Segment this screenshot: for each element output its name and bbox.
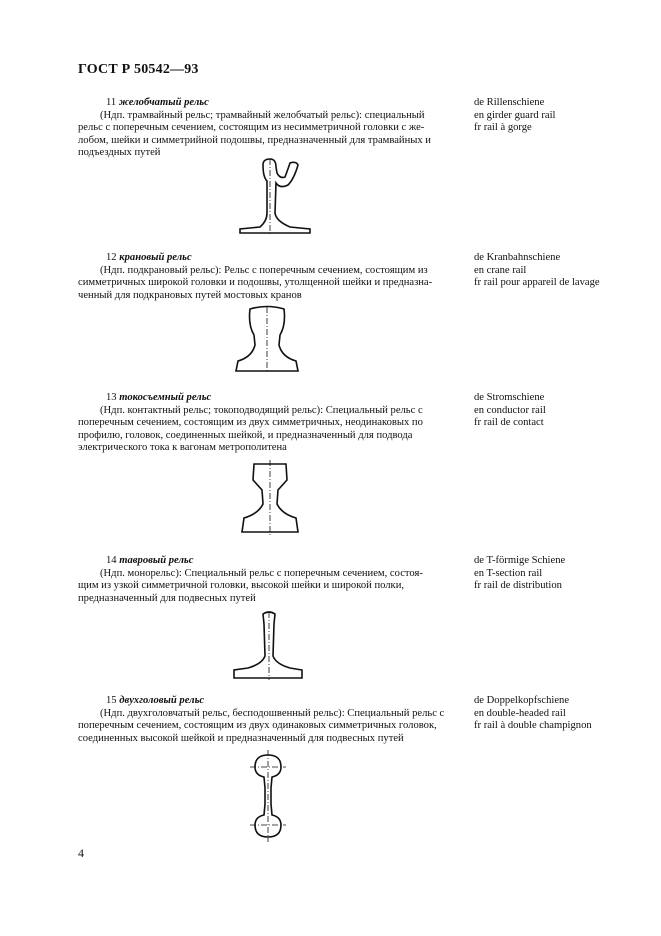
equivalent-fr: fr rail de distribution [474,580,562,592]
term-number: 12 [106,252,117,263]
equivalents-15 [474,695,644,733]
term-line: ченный для подкрановых путей мостовых кранов [78,289,302,301]
term-number: 14 [106,555,117,566]
equivalent-en: en double-headed rail [474,707,566,719]
term-line: (Ндп. трамвайный рельс; трамвайный желобчатый рельс): специальный [100,109,425,121]
equivalents-14 [474,555,644,593]
term-line: поперечным сечением, состоящим из двух симметричных, неодинаковых по [78,417,423,429]
term-entry-12 [78,252,460,302]
equivalent-fr: fr rail pour appareil de lavage [474,277,600,289]
term-line: предназначенный для подвесных путей [78,592,256,604]
equivalents-11 [474,97,644,135]
t-section-rail-profile-figure [230,610,330,682]
term-line: подъездных путей [78,147,161,159]
girder-rail-profile-figure [230,155,340,237]
page-number: 4 [78,846,84,860]
term-title: тавровый рельс [119,555,194,566]
term-line: рельс с поперечным сечением, состоящим из несимметричной головки с же- [78,122,425,134]
term-entry-11 [78,97,460,160]
document-header: ГОСТ Р 50542—93 [78,62,199,77]
term-line: поперечным сечением, состоящим из двух одинаковых симметричных головок, [78,720,437,732]
equivalent-fr: fr rail à gorge [474,122,532,134]
equivalent-fr: fr rail à double champignon [474,720,592,732]
term-line: лобом, шейки и симметрийной подошвы, предназначенный для трамвайных и [78,134,431,146]
equivalents-13 [474,392,644,430]
term-line: электрического тока к вагонам метрополитена [78,442,287,454]
equivalent-de: de Kranbahnschiene [474,252,561,263]
double-headed-rail-profile-figure [240,750,300,842]
equivalent-de: de Doppelkopfschiene [474,695,570,706]
term-title: двухголовый рельс [119,695,205,706]
term-entry-15 [78,695,460,745]
equivalents-12 [474,252,644,290]
term-number: 13 [106,392,117,403]
term-entry-13 [78,392,460,455]
term-line: (Ндп. контактный рельс; токоподводящий рельс): Специальный рельс с [100,404,423,416]
term-entry-14 [78,555,460,605]
term-line: (Ндп. подкрановый рельс): Рельс с поперечным сечением, состоящим из [100,264,428,276]
equivalent-de: de Rillenschiene [474,97,545,108]
term-number: 15 [106,695,117,706]
equivalent-de: de Stromschiene [474,392,545,403]
equivalent-fr: fr rail de contact [474,417,544,429]
term-title: желобчатый рельс [118,97,209,108]
equivalent-en: en crane rail [474,264,527,276]
term-title: крановый рельс [119,252,192,263]
term-line: щим из узкой симметричной головки, высокой шейки и широкой полки, [78,580,405,592]
term-line: (Ндп. двухголовчатый рельс, бесподошвенный рельс): Специальный рельс с [100,707,445,719]
equivalent-en: en T-section rail [474,567,543,579]
term-line: профилю, головок, соединенных шейкой, и предназначенный для подвода [78,429,413,441]
term-line: (Ндп. монорельс): Специальный рельс с поперечным сечением, состоя- [100,567,423,579]
conductor-rail-profile-figure [230,458,310,538]
equivalent-en: en conductor rail [474,404,546,416]
crane-rail-profile-figure [230,305,310,375]
term-line: симметричных широкой головки и подошвы, утолщенной шейки и предназна- [78,277,433,289]
term-number: 11 [106,97,117,108]
term-line: соединенных высокой шейкой и предназначенный для подвесных путей [78,732,404,744]
equivalent-de: de T-förmige Schiene [474,555,566,566]
term-title: токосъемный рельс [119,392,212,403]
equivalent-en: en girder guard rail [474,109,556,121]
